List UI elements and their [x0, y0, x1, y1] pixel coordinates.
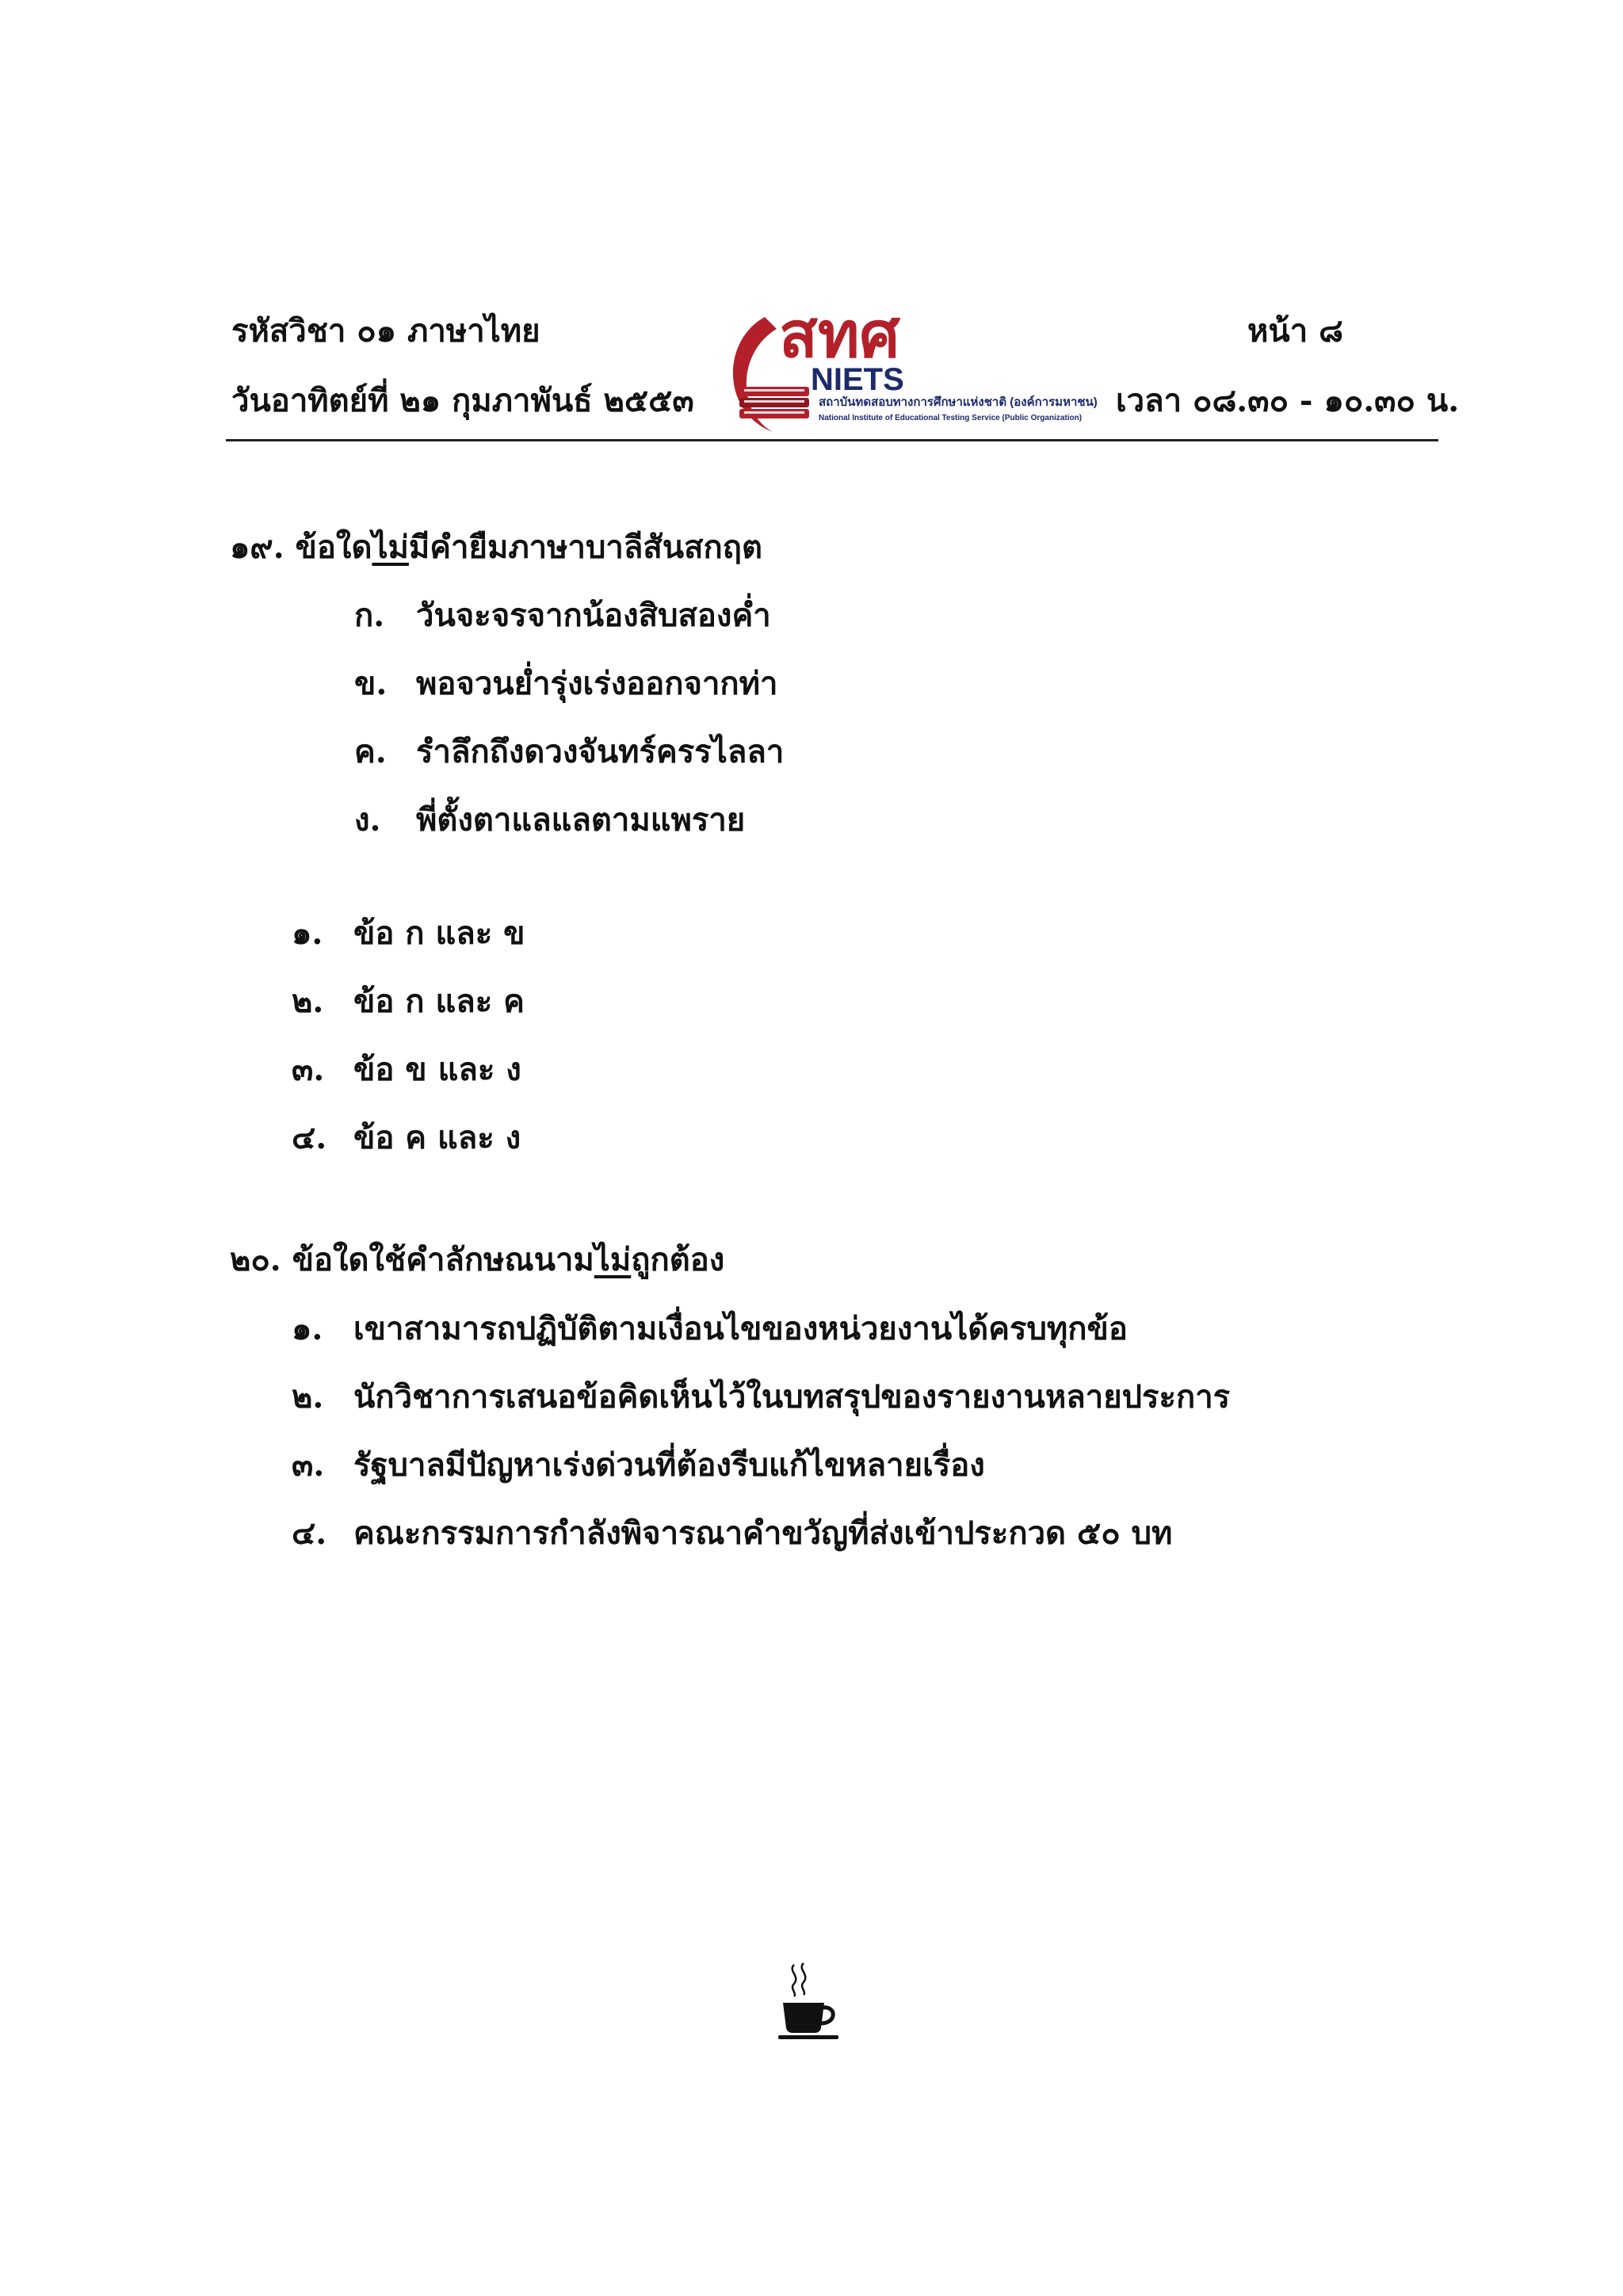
- question-20-number: ๒๐.: [230, 1241, 281, 1278]
- question-20-stem: ๒๐. ข้อใดใช้คำลักษณนามไม่ถูกต้อง: [230, 1241, 725, 1278]
- svg-text:National Institute of Educatio: National Institute of Educational Testing Service (Public Organization): [819, 414, 1083, 422]
- niets-logo: [717, 293, 1113, 452]
- q20-choice-3[interactable]: ๓. รัฐบาลมีปัญหาเร่งด่วนที่ต้องรีบแก้ไขหลายเรื่อง: [292, 1446, 985, 1484]
- coffee-cup-icon: [777, 1962, 842, 2041]
- svg-text:สถาบันทดสอบทางการศึกษาแห่งชาติ: สถาบันทดสอบทางการศึกษาแห่งชาติ (องค์การมหาชน): [819, 395, 1098, 409]
- q19-choice-4[interactable]: ๔. ข้อ ค และ ง: [292, 1119, 521, 1156]
- q19-item-c: ค. รำลึกถึงดวงจันทร์ครรไลลา: [354, 733, 785, 770]
- q19-item-d: ง. พี่ตั้งตาแลแลตามแพราย: [354, 801, 746, 839]
- books-icon: [739, 387, 809, 418]
- svg-text:สทศ: สทศ: [779, 300, 900, 370]
- exam-date: วันอาทิตย์ที่ ๒๑ กุมภาพันธ์ ๒๕๕๓: [231, 382, 694, 419]
- question-19-number: ๑๙.: [230, 529, 285, 566]
- subject-code: รหัสวิชา ๐๑ ภาษาไทย: [231, 312, 540, 350]
- q20-choice-1[interactable]: ๑. เขาสามารถปฏิบัติตามเงื่อนไขของหน่วยงานได้ครบทุกข้อ: [292, 1310, 1128, 1347]
- q19-choice-2[interactable]: ๒. ข้อ ก และ ค: [292, 983, 525, 1020]
- page-number: หน้า ๘: [1247, 312, 1343, 350]
- q19-choice-3[interactable]: ๓. ข้อ ข และ ง: [292, 1051, 521, 1088]
- header-rule: [226, 439, 1438, 441]
- svg-text:NIETS: NIETS: [811, 362, 904, 397]
- question-19-stem: ๑๙. ข้อใดไม่มีคำยืมภาษาบาลีสันสกฤต: [230, 529, 762, 566]
- q19-choice-1[interactable]: ๑. ข้อ ก และ ข: [292, 915, 525, 952]
- q20-choice-4[interactable]: ๔. คณะกรรมการกำลังพิจารณาคำขวัญที่ส่งเข้าประกวด ๕๐ บท: [292, 1515, 1173, 1552]
- q19-item-b: ข. พอจวนย่ำรุ่งเร่งออกจากท่า: [354, 665, 778, 702]
- q20-choice-2[interactable]: ๒. นักวิชาการเสนอข้อคิดเห็นไว้ในบทสรุปของรายงานหลายประการ: [292, 1378, 1231, 1415]
- exam-time: เวลา ๐๘.๓๐ - ๑๐.๓๐ น.: [1116, 382, 1460, 419]
- q19-item-a: ก. วันจะจรจากน้องสิบสองค่ำ: [354, 597, 771, 634]
